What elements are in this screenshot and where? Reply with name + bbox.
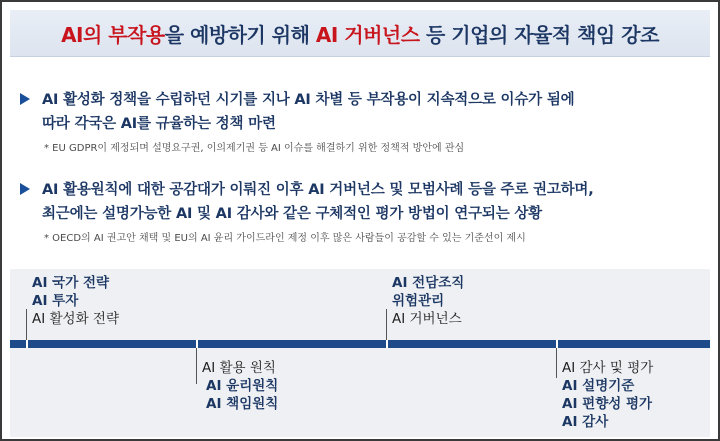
stage-1-item: AI 투자 (32, 293, 79, 309)
timeline-tick (26, 340, 28, 348)
stage-3-item: 위험관리 (392, 293, 445, 309)
bullet-2-note: * OECD의 AI 권고안 채택 및 EU의 AI 윤리 가이드라인 제정 이후 많은 사람들이 공감할 수 있는 기준선이 제시 (44, 233, 526, 244)
title-text-1: 을 예방하기 위해 (164, 22, 316, 47)
timeline-stage-3 (392, 274, 464, 328)
timeline-tick (386, 340, 388, 348)
timeline-stage-1 (32, 274, 119, 328)
title-bar (10, 10, 710, 57)
connector-line (26, 309, 27, 340)
title-highlight-governance: AI 거버넌스 (315, 22, 420, 47)
triangle-bullet-icon (20, 183, 30, 195)
timeline-tick (556, 340, 558, 348)
timeline-stage-4 (562, 359, 653, 431)
stage-4-item: AI 감사 (562, 414, 609, 430)
connector-line (386, 309, 387, 340)
timeline-bar (10, 340, 710, 348)
timeline-tick (196, 340, 198, 348)
triangle-bullet-icon (20, 93, 30, 105)
title-text-2: 등 기업의 자율적 책임 강조 (419, 22, 659, 47)
stage-1-item: AI 국가 전략 (32, 275, 110, 291)
stage-3-item: AI 거버넌스 (392, 311, 462, 327)
stage-4-item: AI 감사 및 평가 (562, 360, 654, 376)
stage-4-item: AI 편향성 평가 (562, 396, 653, 412)
bullet-2-line-2: 최근에는 설명가능한 AI 및 AI 감사와 같은 구체적인 평가 방법이 연구되는 상황 (42, 206, 542, 222)
stage-2-item: AI 윤리원칙 (206, 378, 279, 394)
bullet-1-line-1: AI 활성화 정책을 수립하던 시기를 지나 AI 차별 등 부작용이 지속적으로 이슈가 됨에 (42, 92, 575, 108)
title-highlight-side-effects: AI의 부작용 (61, 22, 165, 47)
page-title (61, 19, 659, 48)
bullet-2 (20, 178, 710, 244)
stage-2-item: AI 책임원칙 (206, 396, 279, 412)
stage-3-item: AI 전담조직 (392, 275, 465, 291)
bullet-1-line-2: 따라 각국은 AI를 규율하는 정책 마련 (42, 116, 276, 132)
stage-4-item: AI 설명기준 (562, 378, 635, 394)
bullet-2-line-1: AI 활용원칙에 대한 공감대가 이뤄진 이후 AI 거버넌스 및 모범사례 등을 주로 권고하며, (42, 182, 594, 198)
timeline-stage-2 (202, 359, 278, 413)
stage-1-item: AI 활성화 전략 (32, 311, 120, 327)
bullet-1 (20, 88, 710, 154)
connector-line (556, 348, 557, 378)
timeline (10, 269, 710, 437)
connector-line (196, 348, 197, 384)
bullet-1-note: * EU GDPR이 제정되며 설명요구권, 이의제기권 등 AI 이슈를 해결하기 위한 정책적 방안에 관심 (44, 143, 465, 154)
stage-2-item: AI 활용 원칙 (202, 360, 276, 376)
